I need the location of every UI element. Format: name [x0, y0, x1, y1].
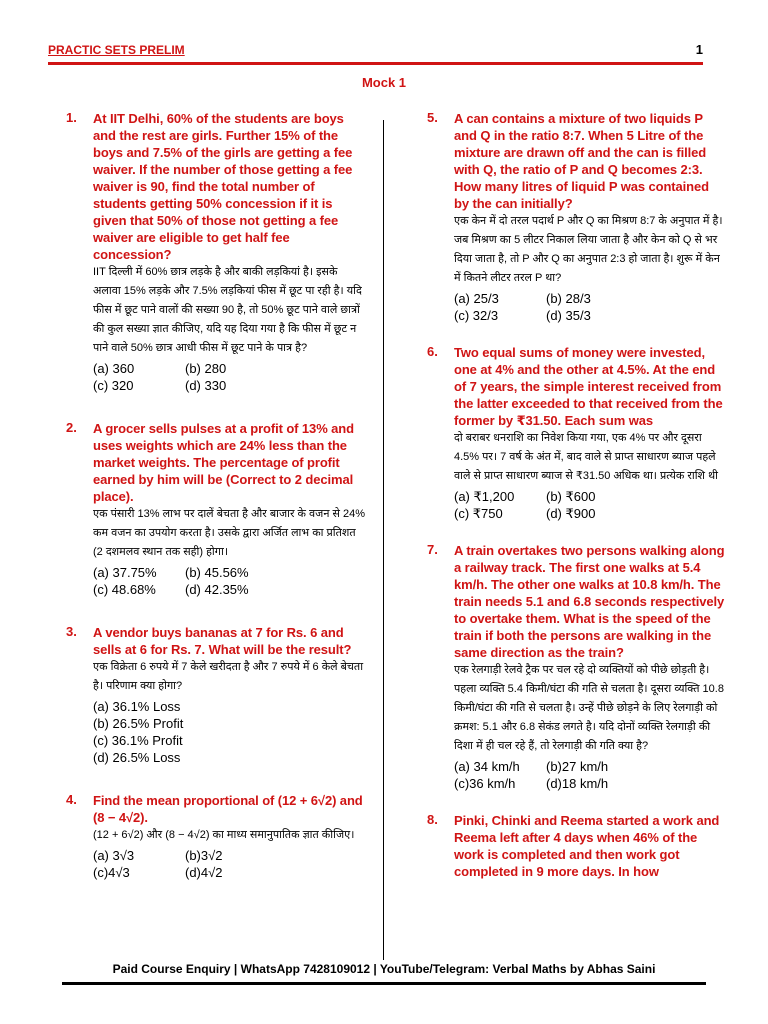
question-number: 5. — [427, 110, 438, 125]
question-english: At IIT Delhi, 60% of the students are boys and the rest are girls. Further 15% of the boys and 7.5% of the girls are getting a fee waiver. If the number of those getting a fee waiver is 90, find the total number of students getting 50% concession if it is given that 50% of those not getting a fee waiver are eligible to get half fee concession? — [93, 111, 353, 262]
option-c[interactable]: (c) 36.1% Profit — [93, 733, 183, 748]
question-english: A train overtakes two persons walking along a railway track. The first one walks at 5.4 km/h. The other one walks at 10.8 km/h. The train needs 5.1 and 6.8 seconds respectively to overtake them. What is the speed of the train if both the persons are walking in the same direction as the train? — [454, 543, 725, 660]
page-footer: Paid Course Enquiry | WhatsApp 7428109012 | YouTube/Telegram: Verbal Maths by Abhas Saini — [62, 962, 706, 985]
options — [93, 564, 366, 598]
question-english: Two equal sums of money were invested, one at 4% and the other at 4.5%. At the end of 7 years, the simple interest received from the latter exceeded to that received from the former by ₹31.50. Each sum was — [454, 345, 723, 428]
options — [454, 758, 727, 792]
question-1 — [66, 110, 366, 394]
question-hindi: (12 + 6√2) और (8 − 4√2) का माध्य समानुपातिक ज्ञात कीजिए। — [93, 829, 355, 841]
option-a[interactable]: (a) 25/3 — [454, 291, 499, 306]
option-c[interactable]: (c) 32/3 — [454, 308, 499, 323]
mock-title: Mock 1 — [361, 75, 407, 90]
option-c[interactable]: (c)4√3 — [93, 865, 130, 880]
question-number: 1. — [66, 110, 77, 125]
options — [93, 698, 366, 766]
question-number: 8. — [427, 812, 438, 827]
option-a[interactable]: (a) ₹1,200 — [454, 489, 515, 504]
question-english: A grocer sells pulses at a profit of 13% and uses weights which are 24% less than the market weights. The percentage of profit earned by him will be (Correct to 2 decimal place). — [93, 421, 354, 504]
question-hindi: एक विक्रेता 6 रुपये में 7 केले खरीदता है और 7 रुपये में 6 केले बेचता है। परिणाम क्या होगा? — [93, 661, 364, 692]
question-4 — [66, 792, 366, 881]
page-header — [48, 42, 703, 65]
question-3 — [66, 624, 366, 766]
question-english: Find the mean proportional of (12 + 6√2) and (8 − 4√2). — [93, 793, 363, 825]
option-d[interactable]: (d) 330 — [185, 378, 227, 393]
option-a[interactable]: (a) 37.75% — [93, 565, 157, 580]
option-b[interactable]: (b)27 km/h — [546, 759, 609, 774]
question-6 — [427, 344, 727, 522]
options — [93, 360, 366, 394]
question-7 — [427, 542, 727, 792]
question-number: 7. — [427, 542, 438, 557]
option-c[interactable]: (c) ₹750 — [454, 506, 503, 521]
question-hindi: एक रेलगाड़ी रेलवे ट्रैक पर चल रहे दो व्यक्तियों को पीछे छोड़ती है। पहला व्यक्ति 5.4 किमी/घंटा की गति से चलता है। दूसरा व्यक्ति 10.8 किमी/घंटा की गति से चलता है। उन्हें पीछे छोड़ने के लिए रेलगाड़ी को क्रमश: 5.1 और 6.8 सेकंड लगते है। यदि दोनों व्यक्ति रेलगाड़ी की दिशा में ही चल रहे हैं, तो रेलगाड़ी की गति क्या है? — [454, 664, 724, 752]
option-b[interactable]: (b) 26.5% Profit — [93, 716, 184, 731]
question-hindi: दो बराबर धनराशि का निवेश किया गया, एक 4% पर और दूसरा 4.5% पर। 7 वर्ष के अंत में, बाद वाले से प्राप्त साधारण ब्याज पहले वाले से प्राप्त साधारण ब्याज से ₹31.50 अधिक था। प्रत्येक राशि थी — [454, 432, 718, 482]
question-hindi: IIT दिल्ली में 60% छात्र लड़के है और बाकी लड़कियां है। इसके अलावा 15% लड़के और 7.5% लड़कियां फीस में छूट पा रही है। यदि फीस में छूट पाने वालों की सख्या 90 है, तो 50% छूट पाने वाले छात्रों की कुल सख्या ज्ञात कीजिए, यदि यह दिया गया है कि फीस में छूट न पाने वाले 50% छात्र आधी फीस में छूट पाने के पात्र है? — [93, 266, 362, 354]
question-english: A vendor buys bananas at 7 for Rs. 6 and sells at 6 for Rs. 7. What will be the result? — [93, 625, 352, 657]
option-b[interactable]: (b) 28/3 — [546, 291, 591, 306]
question-8 — [427, 812, 727, 880]
options — [454, 488, 727, 522]
question-english: Pinki, Chinki and Reema started a work and Reema left after 4 days when 46% of the work is completed and then work got completed in 9 more days. In how — [454, 813, 720, 879]
option-b[interactable]: (b) 45.56% — [185, 565, 249, 580]
question-hindi: एक केन में दो तरल पदार्थ P और Q का मिश्रण 8:7 के अनुपात में है। जब मिश्रण का 5 लीटर निकाल लिया जाता है और केन को Q से भर दिया जाता है, तो P और Q का अनुपात 2:3 हो जाता है। शुरू में केन में कितने लीटर तरल P था? — [454, 215, 723, 284]
question-2 — [66, 420, 366, 598]
option-c[interactable]: (c)36 km/h — [454, 776, 516, 791]
option-a[interactable]: (a) 3√3 — [93, 848, 135, 863]
option-d[interactable]: (d) ₹900 — [546, 506, 596, 521]
option-c[interactable]: (c) 320 — [93, 378, 134, 393]
option-d[interactable]: (d) 42.35% — [185, 582, 249, 597]
question-number: 2. — [66, 420, 77, 435]
question-hindi: एक पंसारी 13% लाभ पर दालें बेचता है और बाजार के वजन से 24% कम वजन का उपयोग करता है। उसके द्वारा अर्जित लाभ का प्रतिशत (2 दशमलव स्थान तक सही) होगा। — [93, 508, 365, 558]
option-b[interactable]: (b)3√2 — [185, 848, 223, 863]
column-divider — [383, 120, 384, 960]
question-number: 4. — [66, 792, 77, 807]
option-b[interactable]: (b) 280 — [185, 361, 227, 376]
option-b[interactable]: (b) ₹600 — [546, 489, 596, 504]
left-column — [66, 110, 366, 895]
question-english: A can contains a mixture of two liquids P and Q in the ratio 8:7. When 5 Litre of the mixture are drawn off and the can is filled with Q, the ratio of P and Q becomes 2:3. How many litres of liquid P was contained by the can initially? — [454, 111, 709, 211]
options — [454, 290, 727, 324]
option-d[interactable]: (d)18 km/h — [546, 776, 609, 791]
option-d[interactable]: (d)4√2 — [185, 865, 223, 880]
question-number: 3. — [66, 624, 77, 639]
page-number: 1 — [695, 42, 703, 57]
option-d[interactable]: (d) 26.5% Loss — [93, 750, 181, 765]
option-c[interactable]: (c) 48.68% — [93, 582, 156, 597]
option-a[interactable]: (a) 36.1% Loss — [93, 699, 181, 714]
option-a[interactable]: (a) 360 — [93, 361, 135, 376]
question-number: 6. — [427, 344, 438, 359]
right-column — [427, 110, 727, 894]
option-d[interactable]: (d) 35/3 — [546, 308, 591, 323]
question-5 — [427, 110, 727, 324]
header-title: PRACTIC SETS PRELIM — [48, 43, 185, 57]
options — [93, 847, 366, 881]
option-a[interactable]: (a) 34 km/h — [454, 759, 520, 774]
